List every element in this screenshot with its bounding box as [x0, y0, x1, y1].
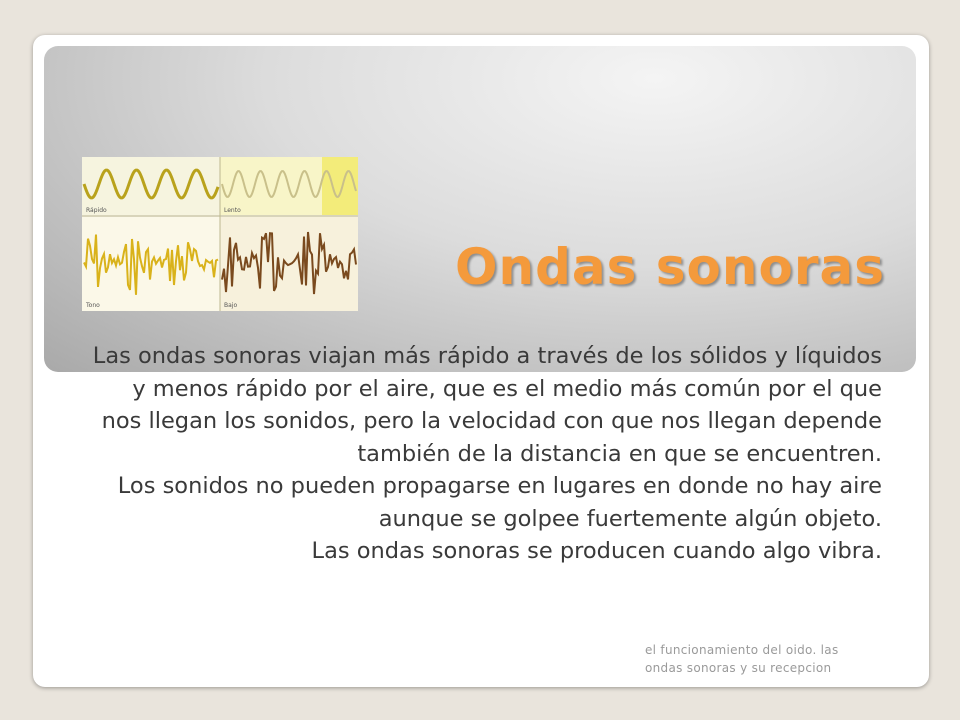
- slide-title: Ondas sonoras: [454, 238, 885, 296]
- body-paragraph: Las ondas sonoras se producen cuando algo vibra.: [311, 538, 882, 564]
- body-paragraph: Las ondas sonoras viajan más rápido a través de los sólidos y líquidos y menos rápido por el aire, que es el medio más común por el que nos llegan los sonidos, pero la velocidad con que nos llegan depende también de la distancia en que se encuentren.: [92, 343, 882, 467]
- slide-body: [92, 340, 882, 568]
- panel-label-fast: Rápido: [86, 207, 107, 214]
- body-paragraph: Los sonidos no pueden propagarse en lugares en donde no hay aire aunque se golpee fuertemente algún objeto.: [117, 473, 882, 532]
- panel-label-slow: Lento: [224, 207, 241, 214]
- panel-label-tone: Tono: [86, 302, 100, 309]
- sound-waves-image: [82, 157, 358, 311]
- slide-footer: el funcionamiento del oido. las ondas sonoras y su recepcion: [645, 643, 839, 675]
- panel-label-low: Bajo: [224, 302, 238, 309]
